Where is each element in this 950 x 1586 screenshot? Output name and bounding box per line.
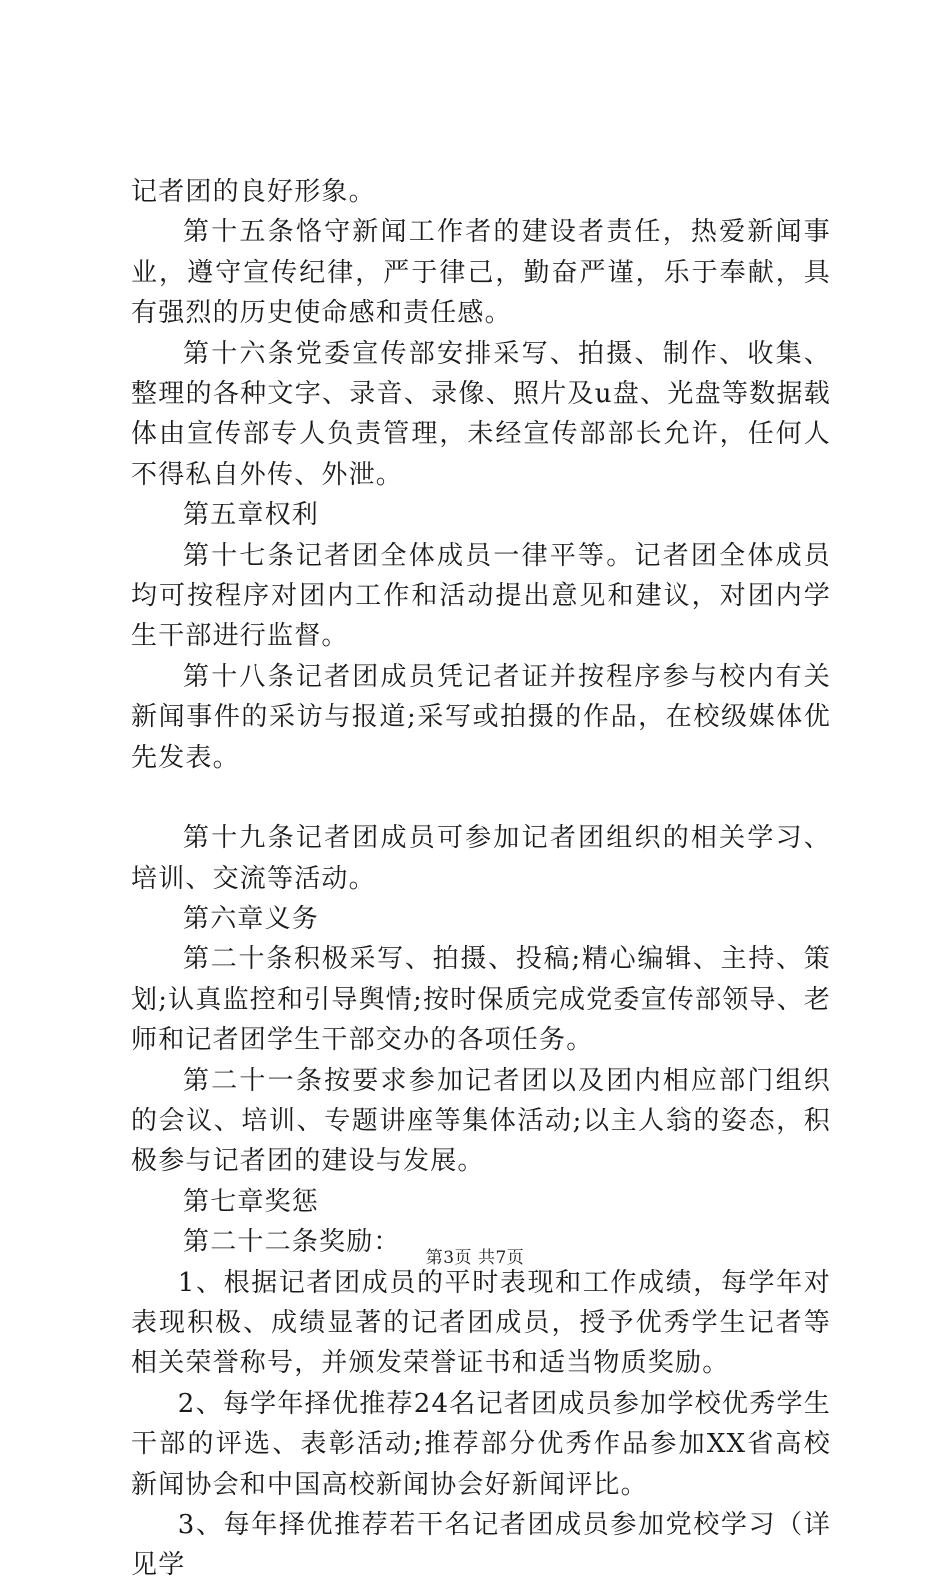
- chapter-heading-rewards: 第七章奖惩: [183, 1186, 320, 1217]
- paragraph-article-21: 第二十一条按要求参加记者团以及团内相应部门组织的会议、培训、专题讲座等集体活动;以主人翁的姿态，积极参与记者团的建设与发展。: [131, 1065, 831, 1177]
- chapter-heading-rights: 第五章权利: [183, 500, 320, 531]
- paragraph-article-20: 第二十条积极采写、拍摄、投稿;精心编辑、主持、策划;认真监控和引导舆情;按时保质完成党委宣传部领导、老师和记者团学生干部交办的各项任务。: [131, 944, 831, 1056]
- paragraph-article-19: 第十九条记者团成员可参加记者团组织的相关学习、培训、交流等活动。: [131, 823, 831, 894]
- paragraph-article-15: 第十五条恪守新闻工作者的建设者责任，热爱新闻事业，遵守宣传纪律，严于律己，勤奋严谨，乐于奉献，具有强烈的历史使命感和责任感。: [131, 217, 831, 329]
- paragraph-continuation: 记者团的良好形象。: [131, 177, 376, 207]
- page-number-footer: 第3页 共7页: [425, 1248, 525, 1268]
- paragraph-article-16: 第十六条党委宣传部安排采写、拍摄、制作、收集、整理的各种文字、录音、录像、照片及u盘、光盘等数据载体由宣传部专人负责管理，未经宣传部部长允许，任何人不得私自外传、外泄。: [131, 338, 831, 490]
- list-item-reward-1: 1、根据记者团成员的平时表现和工作成绩，每学年对表现积极、成绩显著的记者团成员，授予优秀学生记者等相关荣誉称号，并颁发荣誉证书和适当物质奖励。: [131, 1267, 831, 1379]
- list-item-reward-3: 3、每年择优推荐若干名记者团成员参加党校学习（详见学: [131, 1510, 831, 1581]
- paragraph-article-17: 第十七条记者团全体成员一律平等。记者团全体成员均可按程序对团内工作和活动提出意见和建议，对团内学生干部进行监督。: [131, 540, 831, 652]
- document-body: [131, 172, 831, 1586]
- list-item-reward-2: 2、每学年择优推荐24名记者团成员参加学校优秀学生干部的评选、表彰活动;推荐部分优秀作品参加XX省高校新闻协会和中国高校新闻协会好新闻评比。: [131, 1388, 831, 1500]
- paragraph-article-22: 第二十二条奖励：: [183, 1227, 401, 1258]
- chapter-heading-duties: 第六章义务: [183, 903, 320, 934]
- paragraph-article-18: 第十八条记者团成员凭记者证并按程序参与校内有关新闻事件的采访与报道;采写或拍摄的作品，在校级媒体优先发表。: [131, 661, 831, 773]
